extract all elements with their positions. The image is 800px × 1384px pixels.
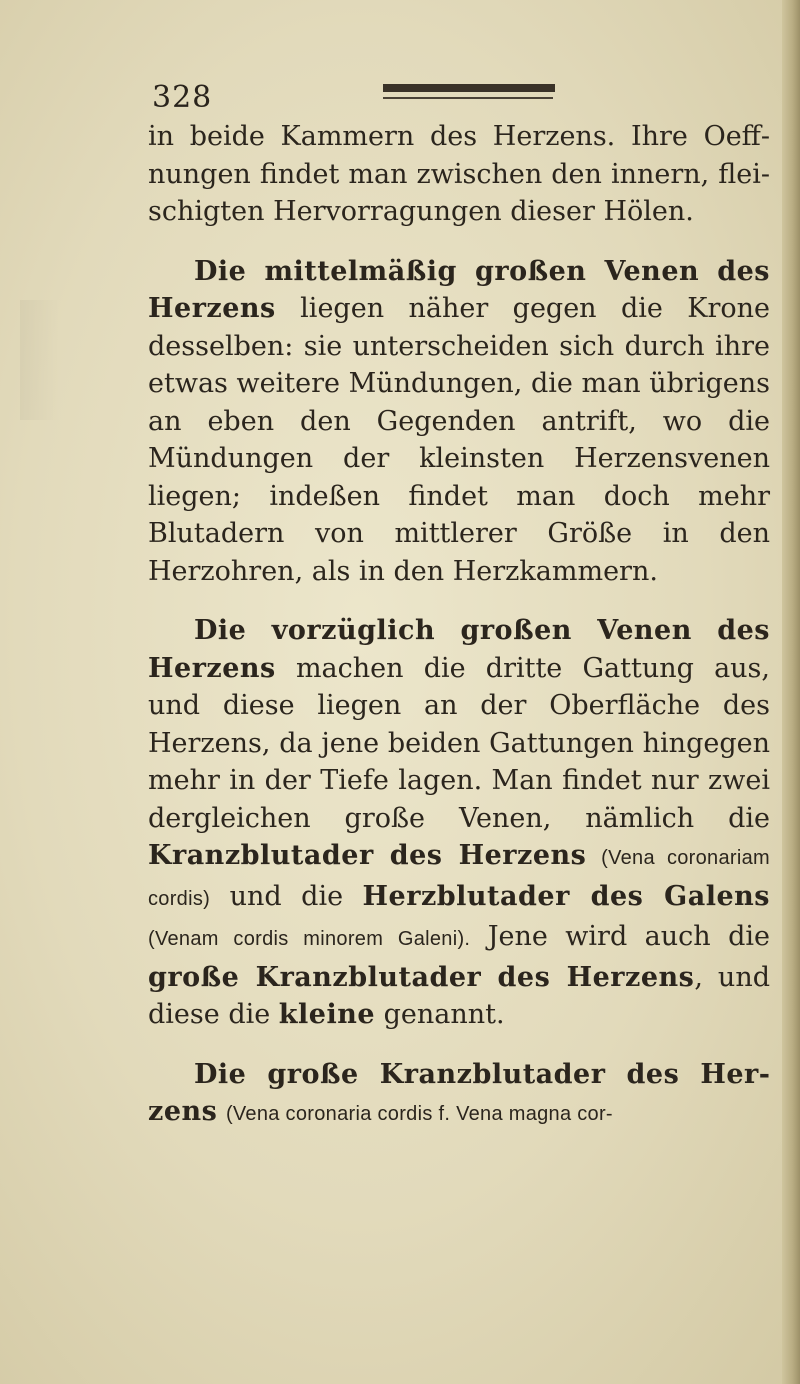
- header-rule-thin: [383, 97, 553, 99]
- latin-term: (Venam cordis minorem Galeni).: [148, 928, 471, 950]
- text-run: machen die dritte Gattung aus, und diese liegen an der Oberfläche des Herzens, da jene beiden Gattungen hingegen mehr in der Tiefe lagen. Man findet nur zwei dergleichen große Venen, nämlich die: [148, 652, 770, 834]
- page-number: 328: [152, 80, 213, 115]
- text-run: liegen näher gegen die Krone desselben: sie unterscheiden sich durch ihre etwas weitere Mündungen, die man übrigens an eben den Gegenden antrift, wo die Mündungen der kleinsten Herzensvenen liegen; indeßen findet man doch mehr Blutadern von mittlerer Größe in den Herzohren, als in den Herzkammern.: [148, 293, 770, 587]
- text-run: genannt.: [375, 999, 505, 1030]
- paragraph: [148, 253, 770, 591]
- text-run: , und diese die: [148, 961, 770, 1030]
- text-run: Jene wird auch die: [470, 921, 770, 952]
- header-rule: [383, 84, 555, 92]
- body-text: [148, 118, 770, 1156]
- paragraph: [148, 612, 770, 1034]
- paragraph: [148, 1056, 770, 1134]
- text-run: [217, 1096, 226, 1127]
- page-shadow: [20, 300, 60, 420]
- emphasized-term: Kranzblutader des Herzens: [148, 840, 587, 871]
- text-run: und die: [210, 880, 363, 912]
- paragraph: [148, 118, 770, 231]
- text-run: [586, 840, 601, 871]
- page-edge: [782, 0, 800, 1384]
- text-run: in beide Kammern des Herzens. Ihre Oeffnungen findet man zwischen den innern, fleischigten Hervorragungen dieser Hölen.: [148, 121, 770, 227]
- emphasized-term: Die vorzüglich großen Venen des Herzens: [148, 615, 770, 684]
- latin-term: (Vena coronariam cordis): [148, 847, 770, 910]
- emphasized-term: große Kranzblutader des Herzens: [148, 961, 695, 993]
- emphasized-term: Die große Kranzblutader des Herzens: [148, 1058, 770, 1127]
- emphasized-term: kleine: [278, 999, 376, 1030]
- emphasized-term: Herzblutader des Galens: [362, 880, 770, 912]
- latin-term: (Vena coronaria cordis f. Vena magna cor-: [225, 1103, 613, 1125]
- emphasized-term: Die mittelmäßig großen Venen des Herzens: [148, 255, 770, 324]
